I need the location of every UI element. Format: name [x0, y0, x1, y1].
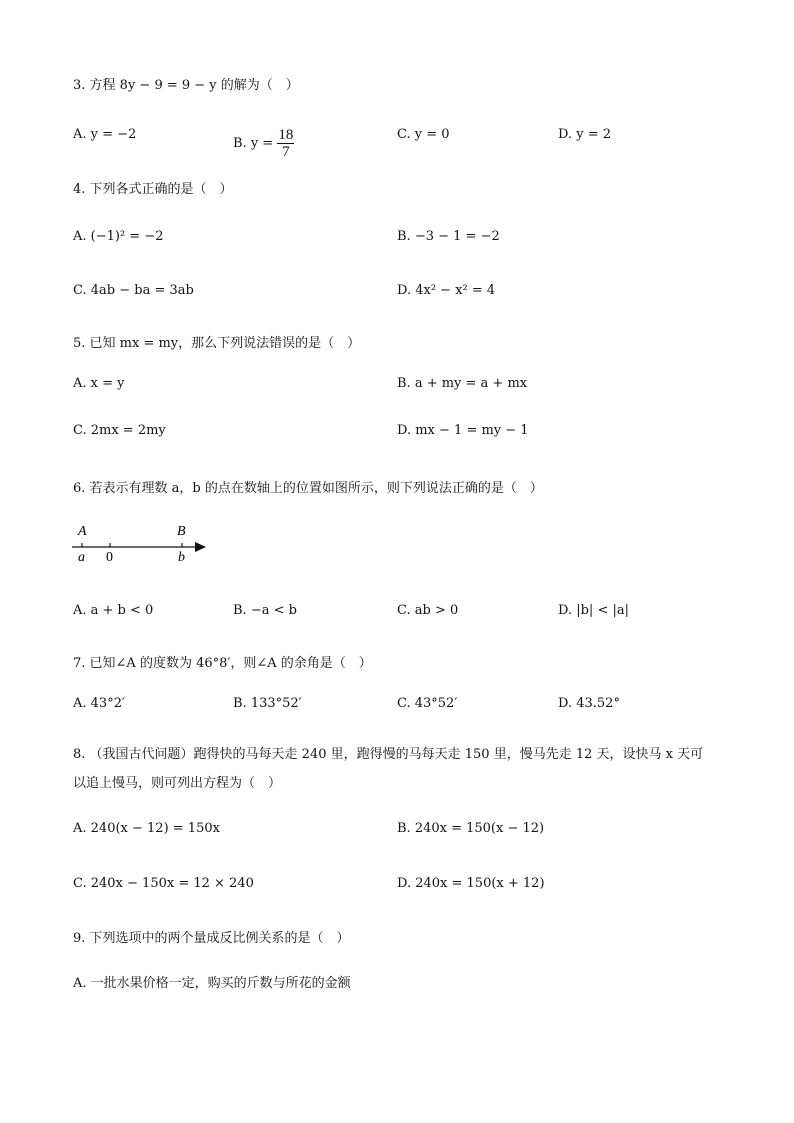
q5-option-c: C. 2mx = 2my: [73, 423, 166, 438]
q7-option-c: C. 43°52′: [397, 696, 458, 711]
q6-option-b: B. −a < b: [233, 603, 297, 618]
question-5-stem: 5. 已知 mx = my，那么下列说法错误的是（ ）: [73, 336, 361, 351]
number-line-figure: [68, 518, 218, 568]
q8-option-b: B. 240x = 150(x − 12): [397, 821, 545, 836]
q8-option-a: A. 240(x − 12) = 150x: [73, 821, 220, 836]
q8-option-c: C. 240x − 150x = 12 × 240: [73, 876, 254, 891]
question-4-stem: 4. 下列各式正确的是（ ）: [73, 182, 233, 197]
question-8-stem-line-1: 8. （我国古代问题）跑得快的马每天走 240 里，跑得慢的马每天走 150 里，慢马先走 12 天，设快马 x 天可: [73, 747, 704, 762]
q4-option-b: B. −3 − 1 = −2: [397, 229, 500, 244]
q7-option-a: A. 43°2′: [73, 696, 125, 711]
q5-option-b: B. a + my = a + mx: [397, 376, 528, 391]
q6-option-a: A. a + b < 0: [73, 603, 154, 618]
question-6-stem: 6. 若表示有理数 a，b 的点在数轴上的位置如图所示，则下列说法正确的是（ ）: [73, 481, 543, 496]
q6-option-c: C. ab > 0: [397, 603, 459, 618]
q3-option-c: C. y = 0: [397, 127, 450, 142]
q8-option-d: D. 240x = 150(x + 12): [397, 876, 545, 891]
q3-option-a: A. y = −2: [73, 127, 137, 142]
q4-option-d: D. 4x² − x² = 4: [397, 283, 496, 298]
q7-option-d: D. 43.52°: [558, 696, 620, 711]
q6-option-d: D. |b| < |a|: [558, 603, 629, 618]
question-9-stem: 9. 下列选项中的两个量成反比例关系的是（ ）: [73, 931, 350, 946]
q5-option-a: A. x = y: [73, 376, 125, 391]
point-a-label: A: [78, 524, 87, 539]
q3-option-d: D. y = 2: [558, 127, 611, 142]
q5-option-d: D. mx − 1 = my − 1: [397, 423, 529, 438]
tick-label-zero: 0: [106, 550, 113, 565]
point-b-label: B: [177, 524, 186, 539]
q9-option-a: A. 一批水果价格一定，购买的斤数与所花的金额: [73, 976, 351, 991]
tick-label-a: a: [78, 550, 85, 565]
tick-label-b: b: [178, 550, 185, 565]
number-line-arrow: [195, 542, 206, 552]
q7-option-b: B. 133°52′: [233, 696, 302, 711]
fraction-numerator: 18: [278, 127, 294, 143]
fraction-denominator: 7: [282, 144, 290, 160]
question-7-stem: 7. 已知∠A 的度数为 46°8′，则∠A 的余角是（ ）: [73, 656, 372, 671]
question-3-stem: 3. 方程 8y − 9 = 9 − y 的解为（ ）: [73, 78, 299, 93]
q4-option-a: A. (−1)² = −2: [73, 229, 164, 244]
q4-option-c: C. 4ab − ba = 3ab: [73, 283, 194, 298]
q3-option-b-label: B. y =: [233, 136, 278, 151]
q3-option-b: [233, 127, 294, 160]
q3-option-b-fraction: [277, 127, 294, 160]
question-8-stem-line-2: 以追上慢马，则可列出方程为（ ）: [73, 776, 282, 791]
